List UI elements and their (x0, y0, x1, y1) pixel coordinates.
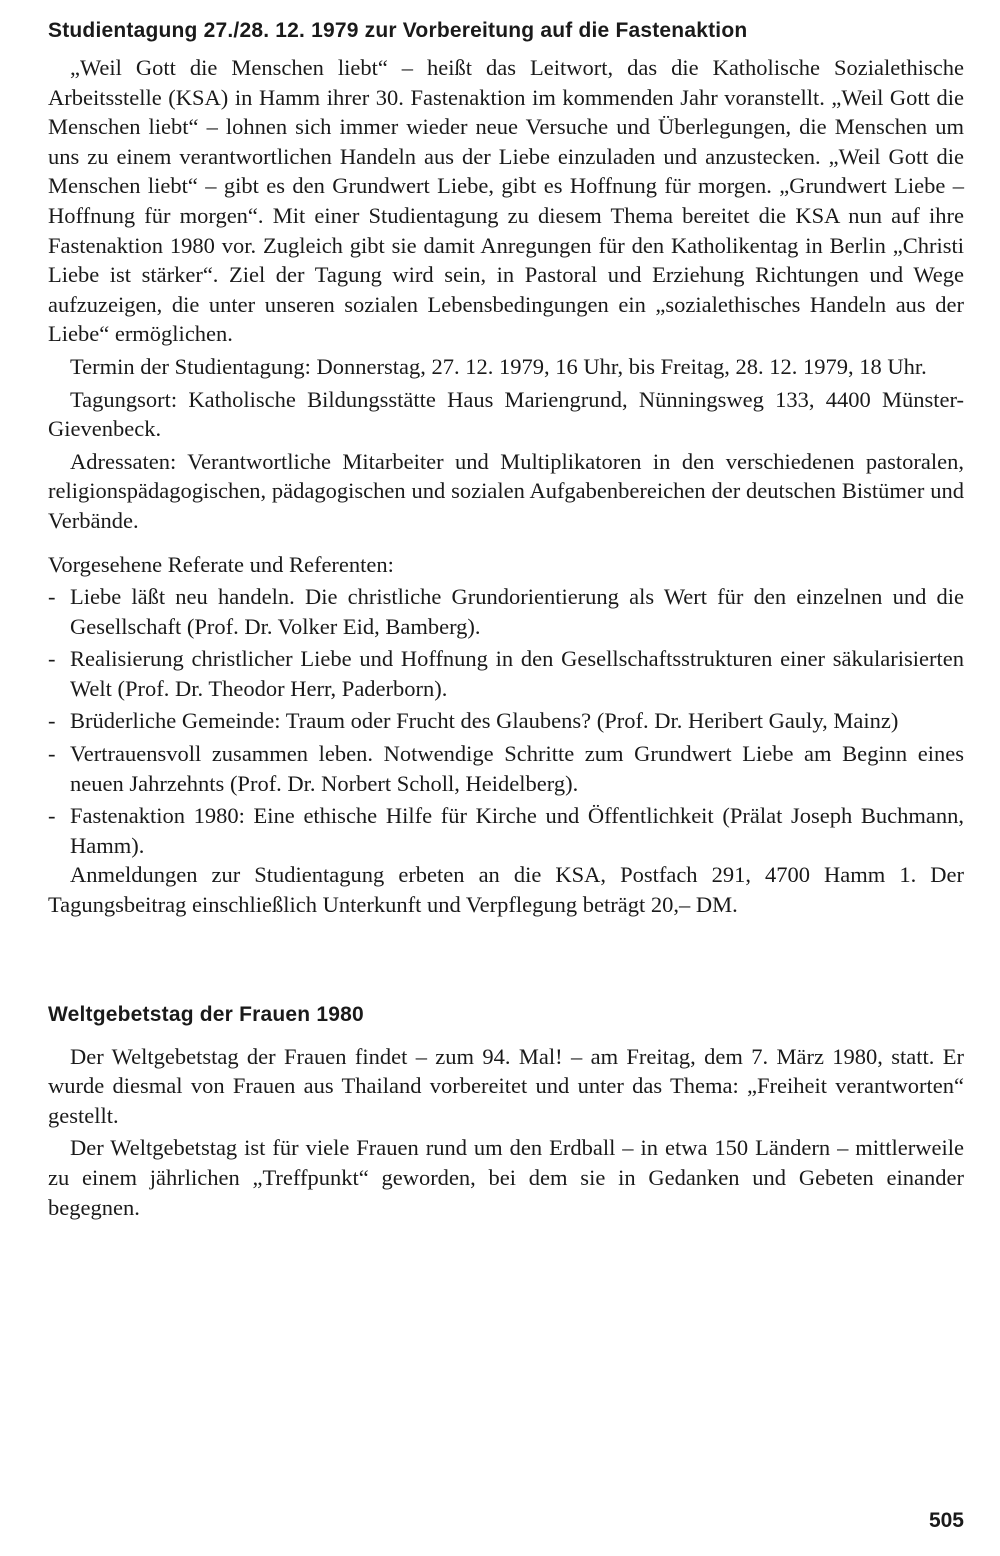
section-body-studientagung (48, 53, 964, 920)
list-item (48, 644, 964, 703)
referat-text: Vertrauensvoll zusammen leben. Notwendige Schritte zum Grundwert Liebe am Beginn eines neuen Jahrzehnts (Prof. Dr. Norbert Scholl, Heidelberg). (70, 741, 964, 796)
referat-text: Realisierung christlicher Liebe und Hoffnung in den Gesellschaftsstrukturen einer säkularisierten Welt (Prof. Dr. Theodor Herr, Paderborn). (70, 646, 964, 701)
termin-paragraph: Termin der Studientagung: Donnerstag, 27. 12. 1979, 16 Uhr, bis Freitag, 28. 12. 1979, 18 Uhr. (70, 353, 927, 379)
list-item (48, 582, 964, 641)
list-item (48, 739, 964, 798)
referat-text: Liebe läßt neu handeln. Die christliche Grundorientierung als Wert für den einzelnen und die Gesellschaft (Prof. Dr. Volker Eid, Bamberg). (70, 584, 964, 639)
weltgebetstag-paragraph-1: Der Weltgebetstag der Frauen findet – zum 94. Mal! – am Freitag, dem 7. März 1980, statt. Er wurde diesmal von Frauen aus Thailand vorbereitet und unter das Thema: „Freiheit verantworten“ gestellt. (48, 1043, 964, 1128)
dash-bullet: - (48, 584, 56, 610)
section-heading-studientagung: Studientagung 27./28. 12. 1979 zur Vorbereitung auf die Fastenaktion (48, 19, 748, 42)
list-item (48, 706, 964, 736)
tagungsort-paragraph: Tagungsort: Katholische Bildungsstätte Haus Mariengrund, Nünningsweg 133, 4400 Münster-Gievenbeck. (48, 386, 964, 442)
page-number: 505 (928, 1509, 964, 1532)
dash-bullet: - (48, 646, 56, 672)
list-item (48, 801, 964, 860)
referat-text: Brüderliche Gemeinde: Traum oder Frucht des Glaubens? (Prof. Dr. Heribert Gauly, Mainz) (70, 708, 899, 734)
section-body-weltgebetstag (48, 1042, 964, 1223)
dash-bullet: - (48, 803, 56, 829)
document-page (48, 14, 964, 1222)
weltgebetstag-paragraph-2: Der Weltgebetstag ist für viele Frauen rund um den Erdball – in etwa 150 Ländern – mittlerweile zu einem jährlichen „Treffpunkt“ geworden, bei dem sie in Gedanken und Gebeten einander begegnen. (48, 1135, 964, 1220)
section-heading-weltgebetstag: Weltgebetstag der Frauen 1980 (48, 1002, 364, 1026)
adressaten-paragraph: Adressaten: Verantwortliche Mitarbeiter und Multiplikatoren in den verschiedenen pastoralen, religionspädagogischen, pädagogischen und sozialen Aufgabenbereichen der deutschen Bistümer und Verbände. (48, 448, 964, 533)
dash-bullet: - (48, 708, 56, 734)
refs-intro: Vorgesehene Referate und Referenten: (48, 551, 394, 577)
dash-bullet: - (48, 741, 56, 767)
referat-text: Fastenaktion 1980: Eine ethische Hilfe für Kirche und Öffentlichkeit (Prälat Joseph Buchmann, Hamm). (70, 803, 964, 858)
anmeldung-paragraph: Anmeldungen zur Studientagung erbeten an die KSA, Postfach 291, 4700 Hamm 1. Der Tagungsbeitrag einschließlich Unterkunft und Verpflegung beträgt 20,– DM. (48, 862, 964, 918)
referate-list (48, 582, 964, 860)
intro-paragraph: „Weil Gott die Menschen liebt“ – heißt das Leitwort, das die Katholische Sozialethische Arbeitsstelle (KSA) in Hamm ihrer 30. Fastenaktion im kommenden Jahr voranstellt. „Weil Gott die Menschen liebt“ – lohnen sich immer wieder neue Versuche und Überlegungen, die Menschen um uns zu einem verantwortlichen Handeln aus der Liebe einzuladen und anzustecken. „Weil Gott die Menschen liebt“ – gibt es den Grundwert Liebe, gibt es Hoffnung für morgen. „Grundwert Liebe – Hoffnung für morgen“. Mit einer Studientagung zu diesem Thema bereitet die KSA nun auf ihre Fastenaktion 1980 vor. Zugleich gibt sie damit Anregungen für den Katholikentag in Berlin „Christi Liebe ist stärker“. Ziel der Tagung wird sein, in Pastoral und Erziehung Richtungen und Wege aufzuzeigen, die unter unseren sozialen Lebensbedingungen ein „sozialethisches Handeln aus der Liebe“ ermöglichen. (48, 55, 964, 347)
